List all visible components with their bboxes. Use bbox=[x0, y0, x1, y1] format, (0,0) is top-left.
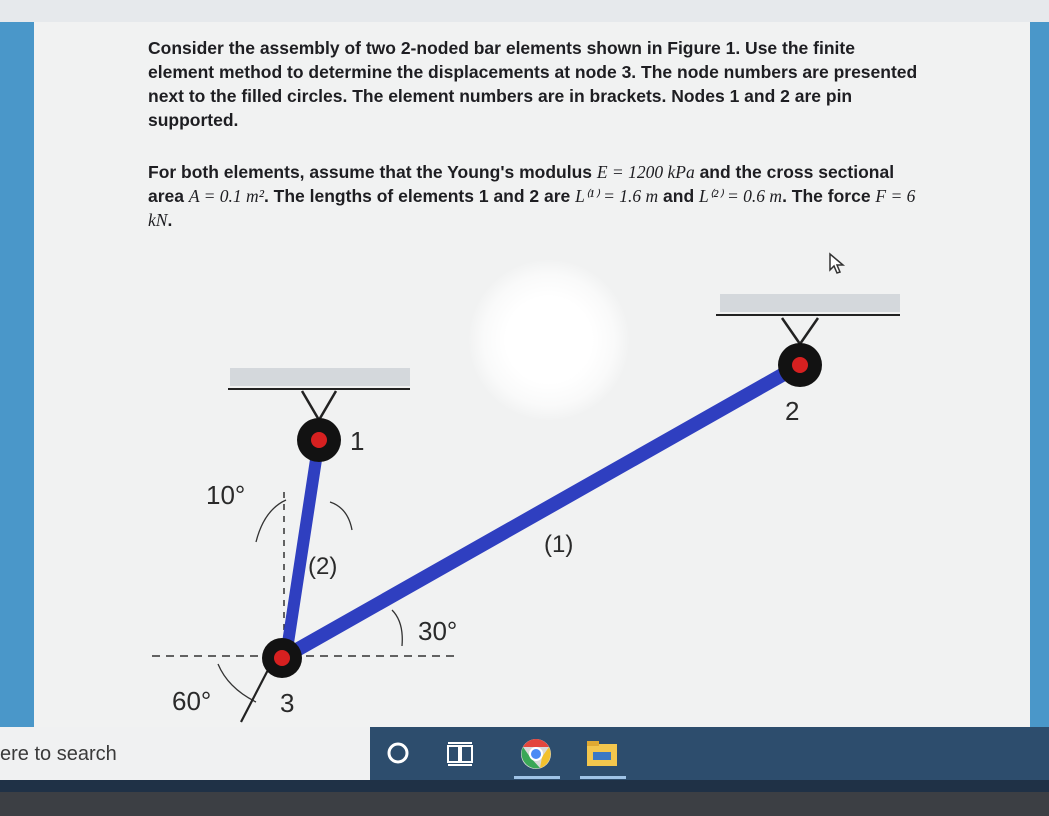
document-page bbox=[34, 22, 1030, 727]
ground-hatch-2 bbox=[720, 294, 900, 312]
taskbar-bottom-edge bbox=[0, 780, 1049, 792]
angle-10-arc bbox=[256, 500, 286, 542]
angle-60-arc bbox=[218, 664, 256, 702]
support-1 bbox=[228, 368, 410, 420]
angle-30-arc bbox=[392, 610, 402, 646]
text-run: . bbox=[167, 210, 173, 230]
angle-60-label: 60° bbox=[172, 686, 212, 716]
pin-support-2-icon bbox=[782, 318, 818, 344]
force-math: F = 6 kN bbox=[148, 186, 916, 230]
taskbar-search-box[interactable] bbox=[0, 727, 370, 780]
cortana-icon[interactable] bbox=[386, 741, 410, 765]
search-placeholder: ere to search bbox=[0, 743, 117, 765]
node-2-label: 2 bbox=[785, 396, 800, 426]
text-run: . The lengths of elements 1 and 2 are bbox=[263, 186, 576, 206]
explorer-active-indicator bbox=[580, 776, 626, 779]
force-line bbox=[241, 666, 270, 722]
mouse-cursor-icon bbox=[828, 252, 848, 276]
node-1-label: 1 bbox=[350, 426, 365, 456]
taskbar bbox=[0, 727, 1049, 780]
area-math: A = 0.1 m² bbox=[188, 186, 264, 206]
monitor-bezel bbox=[0, 792, 1049, 816]
node-3-dot bbox=[274, 650, 290, 666]
chrome-active-indicator bbox=[514, 776, 560, 779]
camera-glare bbox=[469, 260, 629, 420]
angle-10-label: 10° bbox=[206, 480, 246, 510]
file-explorer-icon[interactable] bbox=[585, 738, 619, 768]
angle-arc-right bbox=[330, 502, 352, 530]
node-3-label: 3 bbox=[280, 688, 295, 718]
youngs-modulus-math: E = 1200 kPa bbox=[596, 162, 695, 182]
node-2-dot bbox=[792, 357, 808, 373]
text-run: and the cross sectional area bbox=[148, 162, 895, 206]
ground-hatch-1 bbox=[230, 368, 410, 386]
text-run: For both elements, assume that the Young's modulus bbox=[148, 162, 597, 182]
support-2 bbox=[716, 294, 900, 344]
window-left-edge bbox=[0, 22, 34, 727]
desktop-top-bar bbox=[0, 0, 1049, 22]
length1-math: L⁽¹⁾ = 1.6 m bbox=[575, 186, 659, 206]
problem-paragraph-1: Consider the assembly of two 2-noded bar elements shown in Figure 1. Use the finite element method to determine the displacements at node 3. The node numbers are presented next to the filled circles. The element numbers are in brackets. Nodes 1 and 2 are pin supported. bbox=[148, 38, 918, 130]
element-2-label: (2) bbox=[308, 553, 338, 580]
text-run: . The force bbox=[782, 186, 876, 206]
window-right-edge bbox=[1030, 22, 1049, 727]
text-run: and bbox=[658, 186, 700, 206]
length2-math: L⁽²⁾ = 0.6 m bbox=[699, 186, 783, 206]
task-view-icon[interactable] bbox=[446, 741, 474, 767]
element-1-label: (1) bbox=[544, 531, 574, 558]
angle-30-label: 30° bbox=[418, 616, 458, 646]
element-2-bar bbox=[286, 440, 319, 656]
pin-support-1-icon bbox=[302, 391, 336, 420]
chrome-icon[interactable] bbox=[520, 738, 552, 770]
node-1-dot bbox=[311, 432, 327, 448]
